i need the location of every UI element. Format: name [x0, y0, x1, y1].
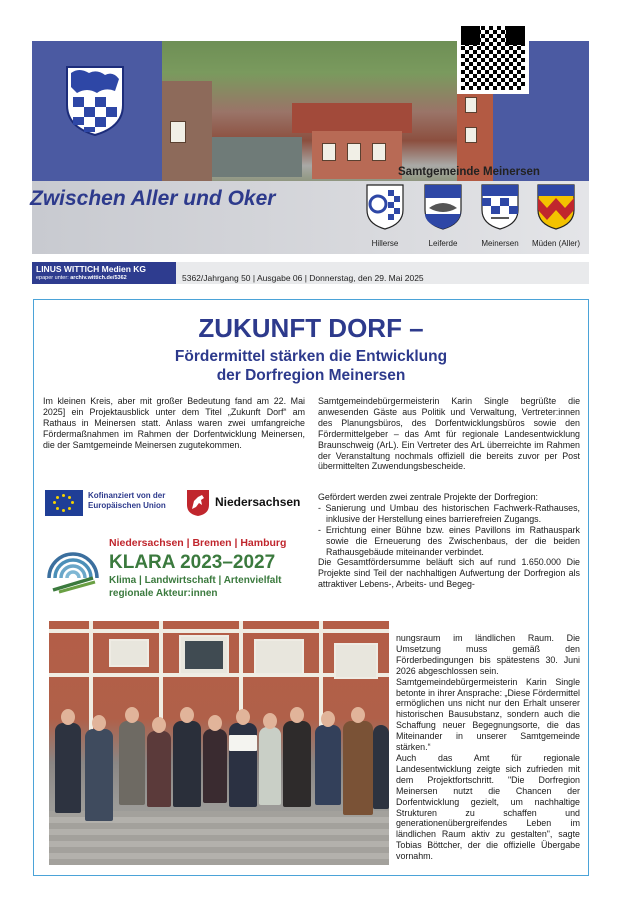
- article-narrow-column: [396, 633, 580, 862]
- article-right-column: [318, 492, 580, 590]
- photo-window: [170, 121, 186, 143]
- person-head: [180, 707, 194, 723]
- photo-pane: [185, 641, 223, 669]
- eu-star: [62, 494, 65, 497]
- eu-cofunding-text: [88, 491, 166, 511]
- eu-star: [68, 507, 71, 510]
- photo-window: [322, 143, 336, 161]
- niedersachsen-label: Niedersachsen: [215, 495, 301, 509]
- article-right-p2: Gefördert werden zwei zentrale Projekte der Dorfregion:: [318, 492, 539, 502]
- person: [119, 721, 145, 805]
- newspaper-title: Zwischen Aller und Oker: [30, 187, 276, 210]
- hillerse-coat-icon: [366, 184, 404, 230]
- person-head: [152, 717, 166, 733]
- eu-star: [62, 509, 65, 512]
- photo-window: [334, 643, 378, 679]
- issue-line: 5362/Jahrgang 50 | Ausgabe 06 | Donnerstag, den 29. Mai 2025: [182, 273, 424, 283]
- qr-pattern: [461, 26, 525, 90]
- article-right-p3: Die Gesamtfördersumme beläuft sich auf rund 1.650.000 Die Projekte sind Teil der nachhaltigen Aufwertung der Dorfregion als attraktiver Lebens-, Arbeits- und Begeg-: [318, 557, 580, 590]
- article-subhead: [33, 347, 589, 385]
- person: [259, 727, 281, 805]
- mueden-coat-icon: [537, 184, 575, 230]
- person-head: [125, 707, 139, 723]
- klara-sub: regionale Akteur:innen: [109, 588, 218, 599]
- klara-topics: Klima | Landwirtschaft | Artenvielfalt: [109, 575, 282, 586]
- person: [373, 725, 389, 809]
- person-head: [208, 715, 222, 731]
- eu-star: [71, 501, 74, 504]
- eu-star: [56, 507, 59, 510]
- person: [85, 729, 113, 821]
- epaper-link[interactable]: archiv.wittich.de/5362: [70, 275, 127, 281]
- klara-logo-icon: [45, 538, 101, 594]
- person-head: [263, 713, 277, 729]
- photo-roof: [292, 103, 412, 133]
- municipality-label-mueden: Müden (Aller): [531, 239, 580, 248]
- person: [343, 721, 373, 815]
- eu-line-1: Kofinanziert von der: [88, 491, 166, 500]
- niedersachsen-horse-icon: [186, 489, 210, 517]
- municipality-label-leiferde: Leiferde: [428, 239, 458, 248]
- article-right-p1: Samtgemeindebürgermeisterin Karin Single begrüßte die anwesenden Gäste aus Politik und Verwaltung, Vertreter:innen des Planungsbüros, des Dorfentwicklungsbüros sowie den Fördermittelgeber – das Amt für regionale Landesentwicklung Braunschweig (ArL). Ein Vertreter des ArL überreichte im Rahmen der Veranstaltung nochmals offiziell die bereits zuvor per Post übermittelten Zuwendungsbescheide.: [318, 396, 580, 472]
- leiferde-coat-icon: [424, 184, 462, 230]
- photo-window: [179, 635, 229, 675]
- article-headline: ZUKUNFT DORF –: [198, 313, 424, 343]
- eu-line-2: Europäischen Union: [88, 501, 166, 510]
- eu-star: [56, 496, 59, 499]
- qr-code-icon[interactable]: [457, 22, 529, 94]
- eu-star: [68, 496, 71, 499]
- meinersen-coat-icon: [481, 184, 519, 230]
- photo-glass-hall: [212, 137, 302, 177]
- person: [283, 721, 311, 807]
- project-bullet-1: - Sanierung und Umbau des historischen Fachwerk-Rathauses, inklusive der Herstellung eines barrierefreien Zugangs.: [318, 502, 580, 524]
- person-head: [351, 707, 365, 723]
- person: [203, 729, 227, 803]
- article-narrow-p3: Auch das Amt für regionale Landesentwicklung zeigte sich zufrieden mit dem Projektfortschritt. "Die Dorfregion Meinersen nutzt die Chancen der Dorfentwicklung gezielt, um nachhaltige Strukturen zu schaffen und generationenübergreifendes Leben im ländlichen Raum aktiv zu gestalten", sagte Tobias Böttcher, der die offizielle Übergabe vornahm.: [396, 752, 580, 862]
- municipality-label-hillerse: Hillerse: [371, 239, 399, 248]
- person-head: [92, 715, 106, 731]
- samtgemeinde-crest-icon: [65, 65, 125, 137]
- article-narrow-p1: nungsraum im ländlichen Raum. Die Umsetzung muss gemäß den Förderbedingungen bis spätestens 30. Juni 2026 abgeschlossen sein.: [396, 633, 580, 676]
- article-narrow-p2: Samtgemeindebürgermeisterin Karin Single betonte in ihrer Ansprache: „Diese Fördermittel ermöglichen uns nicht nur den Erhalt unserer historischen Bausubstanz, sondern auch die Schaffung neuer Begegnungsorte, die das Miteinander in unserer Samtgemeinde stärken.“: [396, 676, 580, 753]
- person: [315, 725, 341, 805]
- person-head: [236, 709, 250, 725]
- eu-flag-icon: [45, 490, 83, 516]
- photo-window: [372, 143, 386, 161]
- subhead-line-2: der Dorfregion Meinersen: [216, 367, 406, 384]
- person: [173, 721, 201, 807]
- subhead-line-1: Fördermittel stärken die Entwicklung: [174, 348, 448, 365]
- epaper-label: epaper unter:: [36, 275, 71, 281]
- photo-beam: [49, 629, 389, 633]
- publisher-name: LINUS WITTICH Medien KG: [36, 264, 147, 274]
- municipality-label-meinersen: Meinersen: [481, 239, 519, 248]
- person-head: [321, 711, 335, 727]
- samtgemeinde-title: Samtgemeinde Meinersen: [398, 166, 540, 178]
- publisher-box: [32, 262, 176, 284]
- project-bullet-2: - Errichtung einer Bühne bzw. eines Pavillons im Rathauspark sowie die Erneuerung des Zwischenbaus, der die beiden Rathausgebäude miteinander verbindet.: [318, 524, 580, 557]
- photo-window: [254, 639, 304, 675]
- photo-window: [465, 97, 477, 113]
- klara-regions: Niedersachsen | Bremen | Hamburg: [109, 537, 287, 549]
- group-photo: [49, 621, 389, 865]
- photo-window: [347, 143, 361, 161]
- person-head: [61, 709, 75, 725]
- person: [229, 735, 257, 751]
- eu-star: [53, 501, 56, 504]
- person: [55, 723, 81, 813]
- photo-window: [109, 639, 149, 667]
- photo-window: [465, 127, 477, 143]
- article-intro: Im kleinen Kreis, aber mit großer Bedeutung fand am 22. Mai 2025] ein Projektausblick unter dem Titel „Zukunft Dorf“ am Rathaus in Meinersen statt. Anlass waren zwei umfangreiche Fördermaßnahmen im Rahmen der Dorfentwicklung Meinersen, die der Samtgemeinde Meinersen zugutekommen.: [43, 396, 305, 450]
- klara-title: KLARA 2023–2027: [109, 552, 276, 573]
- epaper-line: [36, 274, 172, 282]
- person-head: [290, 707, 304, 723]
- person: [147, 731, 171, 807]
